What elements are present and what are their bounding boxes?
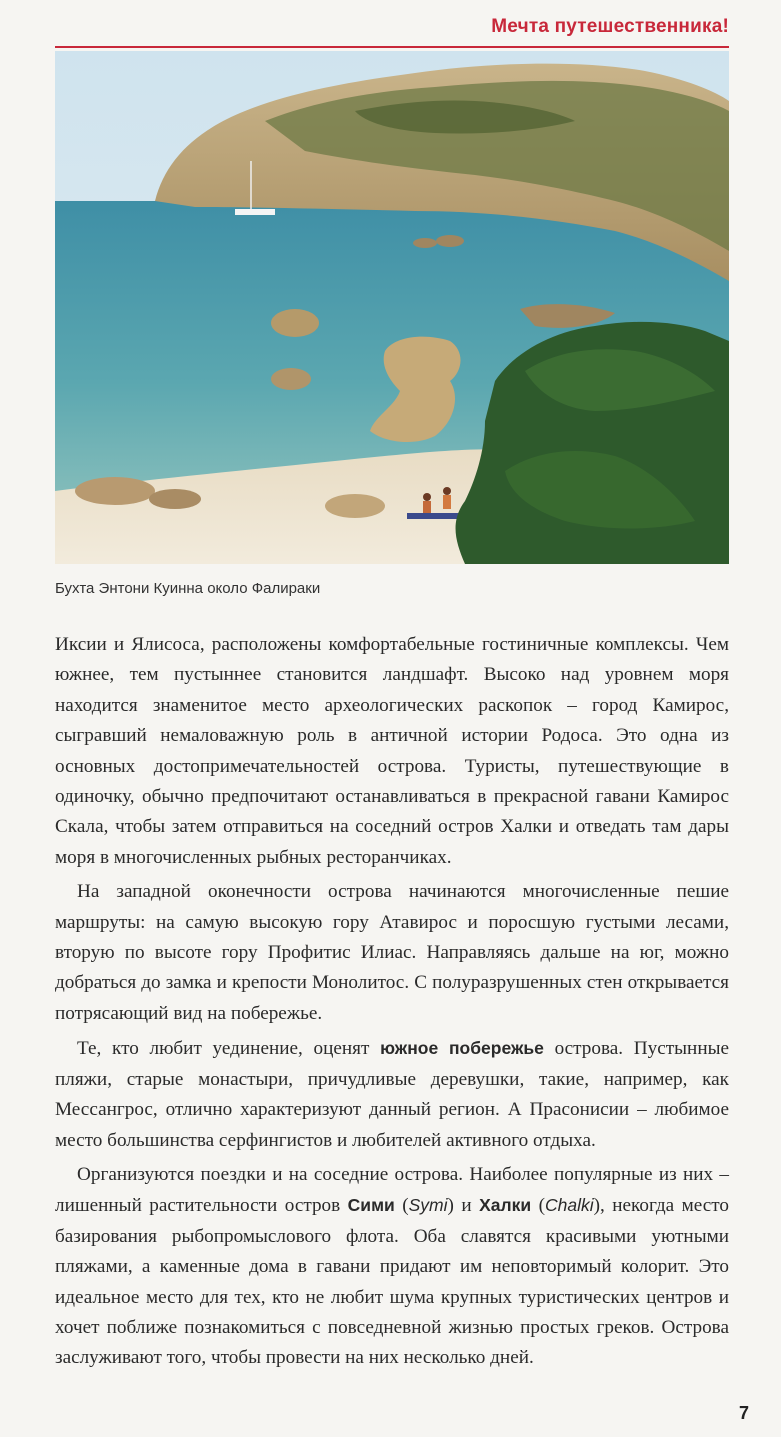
latin-symi: Symi: [408, 1195, 448, 1216]
header-rule: [55, 46, 729, 48]
paragraph-1: Иксии и Ялисоса, расположены комфортабельные гостиничные комплексы. Чем южнее, тем пустыннее становится ландшафт. Высоко над уровнем моря находится знаменитое место археологических раскопок – город Камирос, сыгравший немаловажную роль в античной истории Родоса. Это одна из основных достопримечательностей острова. Туристы, путешествующие в одиночку, обычно предпочитают останавливаться в прекрасной гавани Камирос Скала, чтобы затем отправиться на соседний остров Халки и отведать там дары моря в многочисленных рыбных ресторанчиках.: [55, 634, 729, 868]
running-header-title: Мечта путешественника!: [491, 16, 729, 37]
photo-caption: Бухта Энтони Куинна около Фалираки: [55, 580, 321, 597]
page-number: 7: [738, 1403, 749, 1423]
paragraph-4-text-4: (: [531, 1195, 545, 1217]
paragraph-3: [55, 1033, 729, 1156]
highlight-chalki: Халки: [479, 1195, 532, 1216]
paragraph-4-text-3: ) и: [447, 1195, 480, 1217]
paragraph-4-text-1: Организуются поездки и на соседние острова. Наиболее популярные из них – лишенный растительности остров: [55, 1163, 729, 1217]
paragraph-3-text-b: острова. Пустынные пляжи, старые монастыри, причудливые деревушки, такие, например, как Мессангрос, отлично характеризуют данный регион. А Прасонисии – любимое место большинства серфингистов и любителей активного отдыха.: [55, 1038, 729, 1151]
paragraph-3-text-a: Те, кто любит уединение, оценят: [77, 1038, 381, 1060]
highlight-south-coast: южное побережье: [380, 1038, 544, 1059]
latin-chalki: Chalki: [544, 1195, 594, 1216]
paragraph-2: На западной оконечности острова начинаются многочисленные пешие маршруты: на самую высокую гору Атавирос и поросшую густыми лесами, вторую по высоте гору Профитис Илиас. Направляясь дальше на юг, можно добраться до замка и крепости Монолитос. С полуразрушенных стен открывается потрясающий вид на побережье.: [55, 881, 729, 1024]
highlight-symi: Сими: [347, 1195, 395, 1216]
paragraph-4: [55, 1160, 729, 1374]
bay-photo: [55, 51, 729, 564]
article-body: [55, 630, 729, 1378]
paragraph-4-text-5: ), некогда место базирования рыбопромыслового флота. Оба славятся красивыми уютными пляжами, а каменные дома в гавани придают им неповторимый колорит. Это идеальное место для тех, кто не любит шума крупных туристических центров и хочет поближе познакомиться с повседневной жизнью простых греков. Острова заслуживают того, чтобы провести на них несколько дней.: [55, 1195, 729, 1369]
paragraph-4-text-2: (: [394, 1195, 409, 1217]
